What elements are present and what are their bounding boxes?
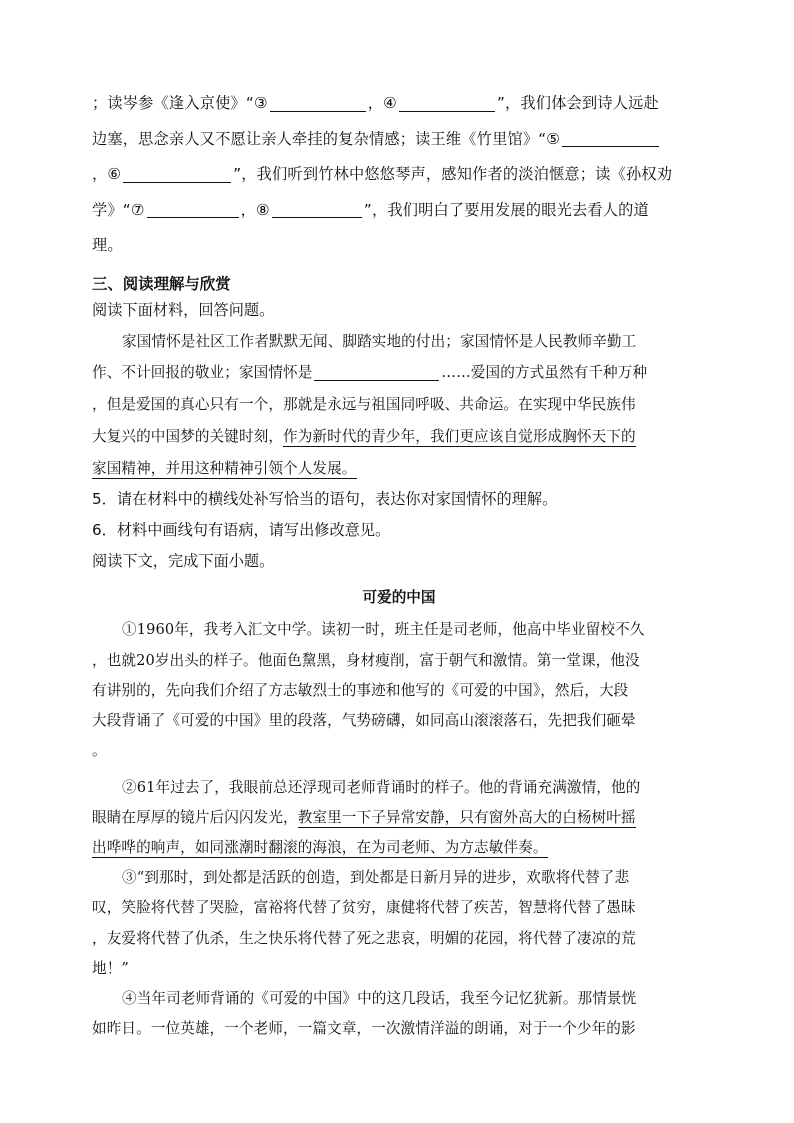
text-segment: ，④ (367, 94, 397, 112)
text-segment: 学》“⑦ (92, 200, 145, 219)
essay-line: ，友爱将代替了仇杀，生之快乐将代替了死之悲哀，明媚的花园，将代替了凄凉的荒 (92, 929, 636, 947)
fill-in-line-5: 理。 (92, 236, 123, 254)
answer-blank-7[interactable] (147, 216, 239, 218)
text-segment: ；读岑参《逢入京使》“③ (92, 94, 268, 112)
text-segment: ”，我们听到竹林中悠悠琴声，感知作者的淡泊惬意；读《孙权劝 (233, 165, 673, 183)
essay-line: ①1960年，我考入汇文中学。读初一时，班主任是司老师，他高中毕业留校不久 (122, 621, 645, 639)
material-line: 家国情怀是社区工作者默默无闻、脚踏实地的付出；家国情怀是人民教师辛勤工 (122, 332, 637, 350)
material-paragraph (92, 326, 706, 485)
underlined-sentence: 教室里一下子异常安静，只有窗外高大的白杨树叶摇 (297, 808, 636, 826)
text-segment: 作、不计回报的敬业；家国情怀是 (92, 364, 313, 382)
essay-paragraph-2 (92, 773, 706, 864)
text-segment: ，⑥ (92, 165, 122, 183)
instruction-text: 阅读下面材料，回答问题。 (92, 300, 275, 319)
answer-blank-3[interactable] (270, 110, 366, 112)
question-6: 6．材料中画线句有语病，请写出修改意见。 (92, 521, 391, 540)
fill-in-line-4 (92, 193, 706, 229)
essay-line: 地！” (92, 959, 129, 977)
material-line (92, 453, 706, 485)
text-segment: 边塞，思念亲人又不愿让亲人牵挂的复杂情感；读王维《竹里馆》“⑤ (92, 129, 561, 148)
essay-line: ②61年过去了，我眼前总还浮现司老师背诵时的样子。他的背诵充满激情，他的 (122, 778, 641, 796)
text-segment: ……爱国的方式虽然有千种万种 (441, 364, 648, 382)
essay-line: 有讲别的，先向我们介绍了方志敏烈士的事迹和他写的《可爱的中国》，然后，大段 (92, 681, 629, 699)
answer-blank-5[interactable] (562, 145, 659, 147)
underlined-sentence: 作为新时代的青少年，我们更应该自觉形成胸怀天下的 (283, 427, 636, 445)
fill-in-line-3 (92, 157, 706, 193)
essay-line (92, 803, 706, 833)
material-line: ，但是爱国的真心只有一个，那就是永远与祖国同呼吸、共命运。在实现中华民族伟 (92, 396, 636, 414)
instruction-text: 阅读下文，完成下面小题。 (92, 552, 275, 571)
essay-title: 可爱的中国 (362, 589, 436, 607)
essay-paragraph-1 (92, 615, 706, 766)
essay-paragraph-4 (92, 984, 706, 1044)
essay-paragraph-3 (92, 863, 706, 984)
essay-line: ，也就20岁出头的样子。他面色黧黑，身材瘦削，富于朝气和激情。第一堂课，他没 (92, 651, 640, 669)
answer-blank-8[interactable] (272, 216, 362, 218)
text-segment: ，⑧ (240, 200, 270, 219)
answer-blank-6[interactable] (123, 181, 231, 183)
essay-line: 。 (92, 742, 107, 760)
essay-line: 叹，笑脸将代替了哭脸，富裕将代替了贫穷，康健将代替了疾苦，智慧将代替了愚昧 (92, 899, 636, 917)
material-line (92, 421, 706, 453)
essay-line (92, 833, 706, 863)
answer-blank-4[interactable] (399, 110, 495, 112)
question-5: 5．请在材料中的横线处补写恰当的语句，表达你对家国情怀的理解。 (92, 490, 558, 509)
text-segment: 大复兴的中国梦的关键时刻， (92, 427, 284, 445)
material-line (92, 357, 706, 389)
fill-in-line-1 (92, 86, 706, 122)
answer-blank-material[interactable] (314, 379, 439, 381)
section-heading: 三、阅读理解与欣赏 (92, 274, 231, 293)
text-segment: ”，我们体会到诗人远赴 (496, 94, 659, 112)
document-page (92, 86, 706, 1044)
essay-line: ③“到那时，到处都是活跃的创造，到处都是日新月异的进步，欢歌将代替了悲 (122, 869, 630, 887)
text-segment: ”，我们明白了要用发展的眼光去看人的道 (363, 200, 649, 219)
essay-line: ④当年司老师背诵的《可爱的中国》中的这几段话，我至今记忆犹新。那情景恍 (122, 989, 637, 1007)
underlined-sentence: 出哗哗的响声，如同涨潮时翻滚的海浪，在为司老师、为方志敏伴奏。 (92, 838, 548, 856)
fill-in-line-2 (92, 122, 706, 158)
essay-line: 如昨日。一位英雄，一个老师，一篇文章，一次激情洋溢的朗诵，对于一个少年的影 (92, 1020, 636, 1038)
text-segment: 眼睛在厚厚的镜片后闪闪发光， (92, 808, 298, 826)
underlined-sentence: 家国精神，并用这种精神引领个人发展。 (92, 459, 357, 477)
essay-line: 大段背诵了《可爱的中国》里的段落，气势磅礴，如同高山滚滚落石，先把我们砸晕 (92, 712, 636, 730)
